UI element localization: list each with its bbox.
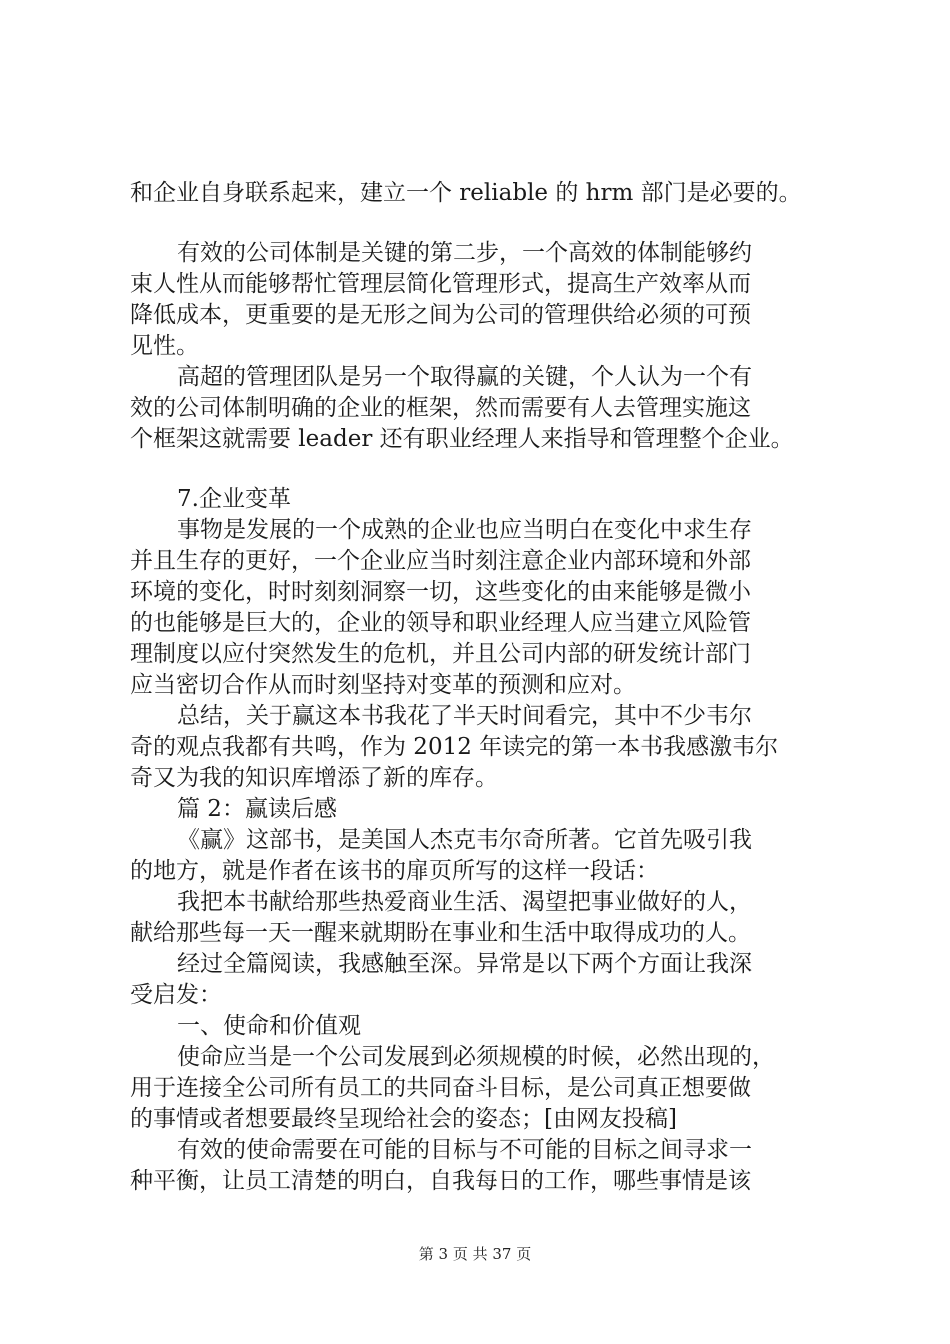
text-line: 和企业自身联系起来，建立一个 reliable 的 hrm 部门是必要的。 [130, 180, 802, 206]
text-line: 理制度以应付突然发生的危机，并且公司内部的研发统计部门 [130, 641, 751, 667]
text-line: 降低成本，更重要的是无形之间为公司的管理供给必须的可预 [130, 302, 751, 328]
text-line: 的也能够是巨大的，企业的领导和职业经理人应当建立风险管 [130, 610, 751, 636]
text-line: 高超的管理团队是另一个取得赢的关键，个人认为一个有 [177, 364, 752, 390]
text-line: 环境的变化，时时刻刻洞察一切，这些变化的由来能够是微小 [130, 579, 751, 605]
text-line: 有效的使命需要在可能的目标与不可能的目标之间寻求一 [177, 1137, 752, 1163]
text-line: 献给那些每一天一醒来就期盼在事业和生活中取得成功的人。 [130, 920, 751, 946]
text-line: 总结，关于赢这本书我花了半天时间看完，其中不少韦尔 [177, 703, 752, 729]
text-line: 见性。 [130, 333, 199, 359]
text-line: 用于连接全公司所有员工的共同奋斗目标，是公司真正想要做 [130, 1075, 751, 1101]
text-line: 《赢》这部书，是美国人杰克韦尔奇所著。它首先吸引我 [177, 827, 752, 853]
text-line: 的事情或者想要最终呈现给社会的姿态；[由网友投稿] [130, 1106, 677, 1132]
text-line: 奇又为我的知识库增添了新的库存。 [130, 765, 498, 791]
text-line: 的地方，就是作者在该书的扉页所写的这样一段话： [130, 858, 659, 884]
text-line: 应当密切合作从而时刻坚持对变革的预测和应对。 [130, 672, 636, 698]
text-line: 经过全篇阅读，我感触至深。异常是以下两个方面让我深 [177, 951, 752, 977]
text-line: 种平衡，让员工清楚的明白，自我每日的工作，哪些事情是该 [130, 1168, 751, 1194]
section-heading: 一、使命和价值观 [177, 1013, 361, 1039]
text-line: 使命应当是一个公司发展到必须规模的时候，必然出现的， [177, 1044, 775, 1070]
text-line: 受启发： [130, 982, 222, 1008]
text-line: 有效的公司体制是关键的第二步，一个高效的体制能够约 [177, 240, 752, 266]
section-heading: 7.企业变革 [177, 486, 291, 512]
page-number-footer: 第 3 页 共 37 页 [418, 1245, 532, 1263]
text-line: 我把本书献给那些热爱商业生活、渴望把事业做好的人， [177, 889, 752, 915]
section-heading: 篇 2：赢读后感 [177, 796, 337, 822]
text-line: 束人性从而能够帮忙管理层简化管理形式，提高生产效率从而 [130, 271, 751, 297]
text-line: 个框架这就需要 leader 还有职业经理人来指导和管理整个企业。 [130, 426, 794, 452]
text-line: 事物是发展的一个成熟的企业也应当明白在变化中求生存 [177, 517, 752, 543]
text-line: 并且生存的更好，一个企业应当时刻注意企业内部环境和外部 [130, 548, 751, 574]
text-line: 效的公司体制明确的企业的框架，然而需要有人去管理实施这 [130, 395, 751, 421]
text-line: 奇的观点我都有共鸣，作为 2012 年读完的第一本书我感激韦尔 [130, 734, 779, 760]
